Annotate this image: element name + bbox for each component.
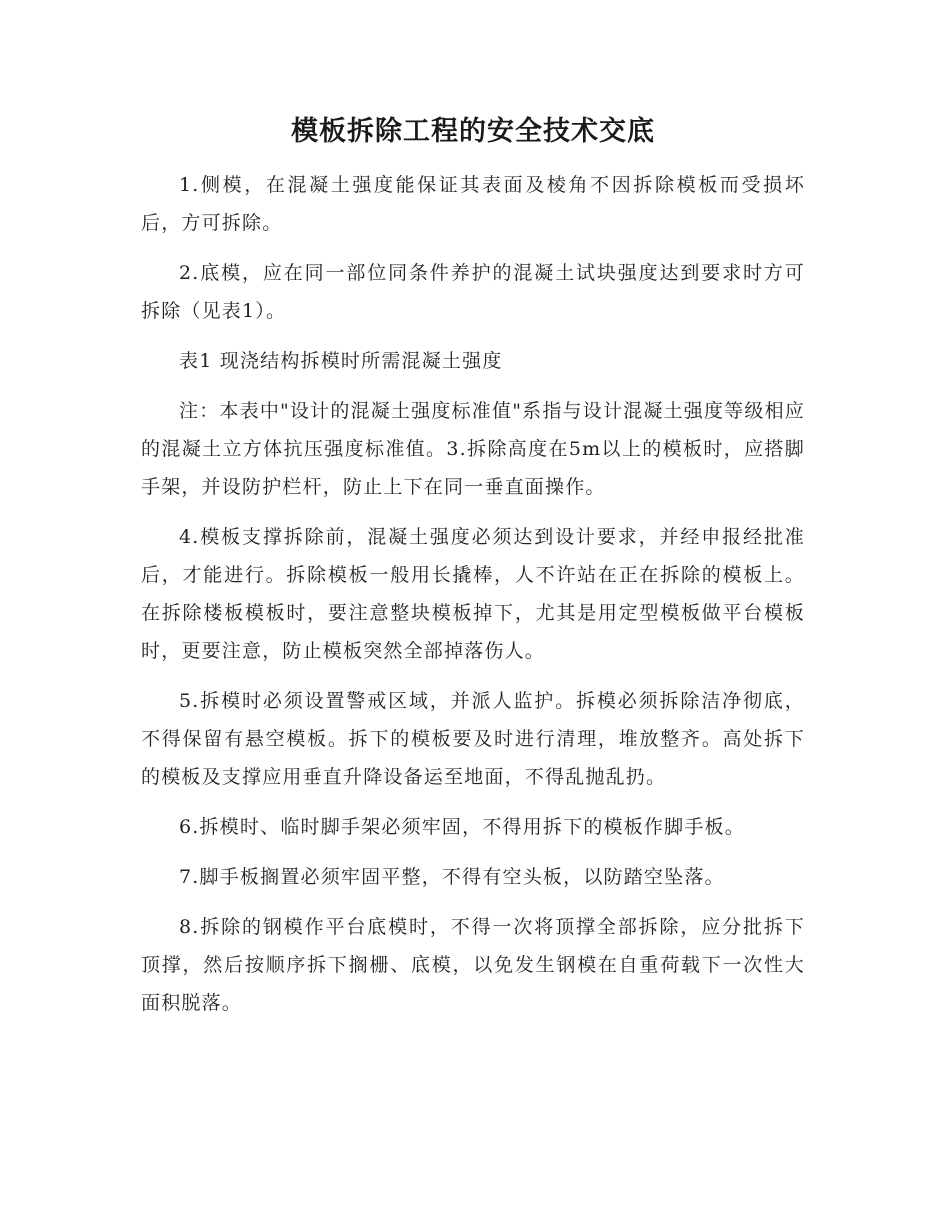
- paragraph-temporary-scaffold: 6.拆模时、临时脚手架必须牢固，不得用拆下的模板作脚手板。: [179, 816, 745, 838]
- paragraph-side-formwork: 1.侧模，在混凝土强度能保证其表面及棱角不因拆除模板而受损坏后，方可拆除。: [141, 174, 805, 234]
- table-caption: 表1 现浇结构拆模时所需混凝土强度: [179, 350, 503, 372]
- paragraph-scaffold-board: 7.脚手板搁置必须牢固平整，不得有空头板，以防踏空坠落。: [179, 866, 725, 888]
- paragraph-support-removal: 4.模板支撑拆除前，混凝土强度必须达到设计要求，并经申报经批准后，才能进行。拆除模板一般用长撬棒，人不许站在正在拆除的模板上。在拆除楼板模板时，要注意整块模板掉下，尤其是用定型模板做平台模板时，更要注意，防止模板突然全部掉落伤人。: [141, 526, 805, 662]
- paragraph-note-and-scaffold: 注：本表中"设计的混凝土强度标准值"系指与设计混凝土强度等级相应的混凝土立方体抗压强度标准值。3.拆除高度在5m以上的模板时，应搭脚手架，并设防护栏杆，防止上下在同一垂直面操作。: [141, 400, 805, 498]
- document-title: 模板拆除工程的安全技术交底: [291, 116, 655, 147]
- paragraph-steel-formwork: 8.拆除的钢模作平台底模时，不得一次将顶撑全部拆除，应分批拆下顶撑，然后按顺序拆下搁栅、底模，以免发生钢模在自重荷载下一次性大面积脱落。: [141, 916, 805, 1014]
- document-body: [141, 112, 805, 1034]
- paragraph-bottom-formwork: 2.底模，应在同一部位同条件养护的混凝土试块强度达到要求时方可拆除（见表1）。: [141, 262, 805, 322]
- paragraph-warning-zone: 5.拆模时必须设置警戒区域，并派人监护。拆模必须拆除洁净彻底，不得保留有悬空模板。拆下的模板要及时进行清理，堆放整齐。高处拆下的模板及支撑应用垂直升降设备运至地面，不得乱抛乱扔。: [141, 690, 805, 788]
